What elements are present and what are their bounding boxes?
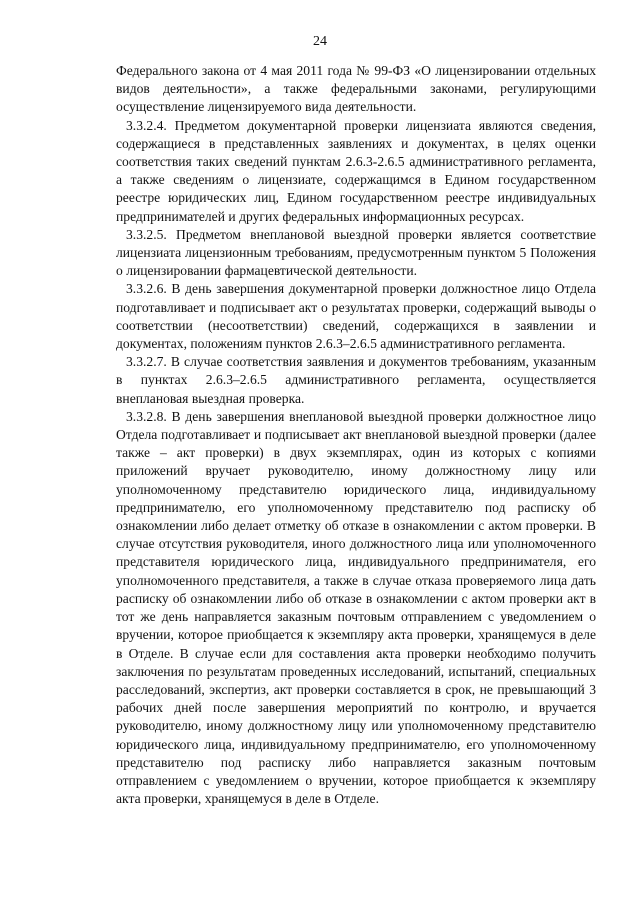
paragraph-continuation: Федерального закона от 4 мая 2011 года № 99-ФЗ «О лицензировании отдельных видов деятельности», а также федеральными законами, регулирующими осуществление лицензируемого вида деятельности.: [116, 63, 596, 115]
paragraph-3-3-2-7: 3.3.2.7. В случае соответствия заявления и документов требованиям, указанным в пунктах 2.6.3–2.6.5 административного регламента, осуществляется внеплановая выездная проверка.: [116, 354, 596, 406]
paragraph-3-3-2-5: 3.3.2.5. Предметом внеплановой выездной проверки является соответствие лицензиата лицензионным требованиям, предусмотренным пунктом 5 Положения о лицензировании фармацевтической деятельности.: [116, 226, 596, 279]
paragraph-3-3-2-6: 3.3.2.6. В день завершения документарной проверки должностное лицо Отдела подготавливает и подписывает акт о результатах проверки, содержащий выводы о соответствии (несоответствии) сведений, содержащихся в заявлении и документах, положениям пунктов 2.6.3–2.6.5 административного регламента.: [116, 281, 596, 352]
page-number: 24: [313, 34, 327, 49]
paragraph-3-3-2-4: 3.3.2.4. Предметом документарной проверки лицензиата являются сведения, содержащиеся в представленных заявлениях и документах, в целях оценки соответствия таких сведений пунктам 2.6.3-2.6.5 административного регламента, а также сведениям о лицензиате, содержащимся в Едином государственном реестре юридических лиц, Едином государственном реестре индивидуальных предпринимателей и других федеральных информационных ресурсах.: [116, 117, 596, 224]
page-body: [116, 62, 596, 808]
paragraph-3-3-2-8: 3.3.2.8. В день завершения внеплановой выездной проверки должностное лицо Отдела подготавливает и подписывает акт внеплановой выездной проверки (далее также – акт проверки) в двух экземплярах, один из которых с копиями приложений вручает руководителю, иному должностному лицу или уполномоченному представителю юридического лица, индивидуальному предпринимателю, его уполномоченному представителю под расписку об ознакомлении либо делает отметку об отказе в ознакомлении с актом проверки. В случае отсутствия руководителя, иного должностного лица или уполномоченного представителя юридического лица, индивидуального предпринимателя, его уполномоченного представителя, а также в случае отказа проверяемого лица дать расписку об ознакомлении либо об отказе в ознакомлении с актом проверки акт в тот же день направляется заказным почтовым отправлением с уведомлением о вручении, которое приобщается к экземпляру акта проверки, хранящемуся в деле в Отделе. В случае если для составления акта проверки необходимо получить заключения по результатам проведенных исследований, испытаний, специальных расследований, экспертиз, акт проверки составляется в срок, не превышающий 3 рабочих дней после завершения мероприятий по контролю, и вручается руководителю, иному должностному лицу или уполномоченному представителю юридического лица, индивидуальному предпринимателю, его уполномоченному представителю под расписку либо направляется заказным почтовым отправлением с уведомлением о вручении, которое приобщается к экземпляру акта проверки, хранящемуся в деле в Отделе.: [116, 408, 596, 807]
